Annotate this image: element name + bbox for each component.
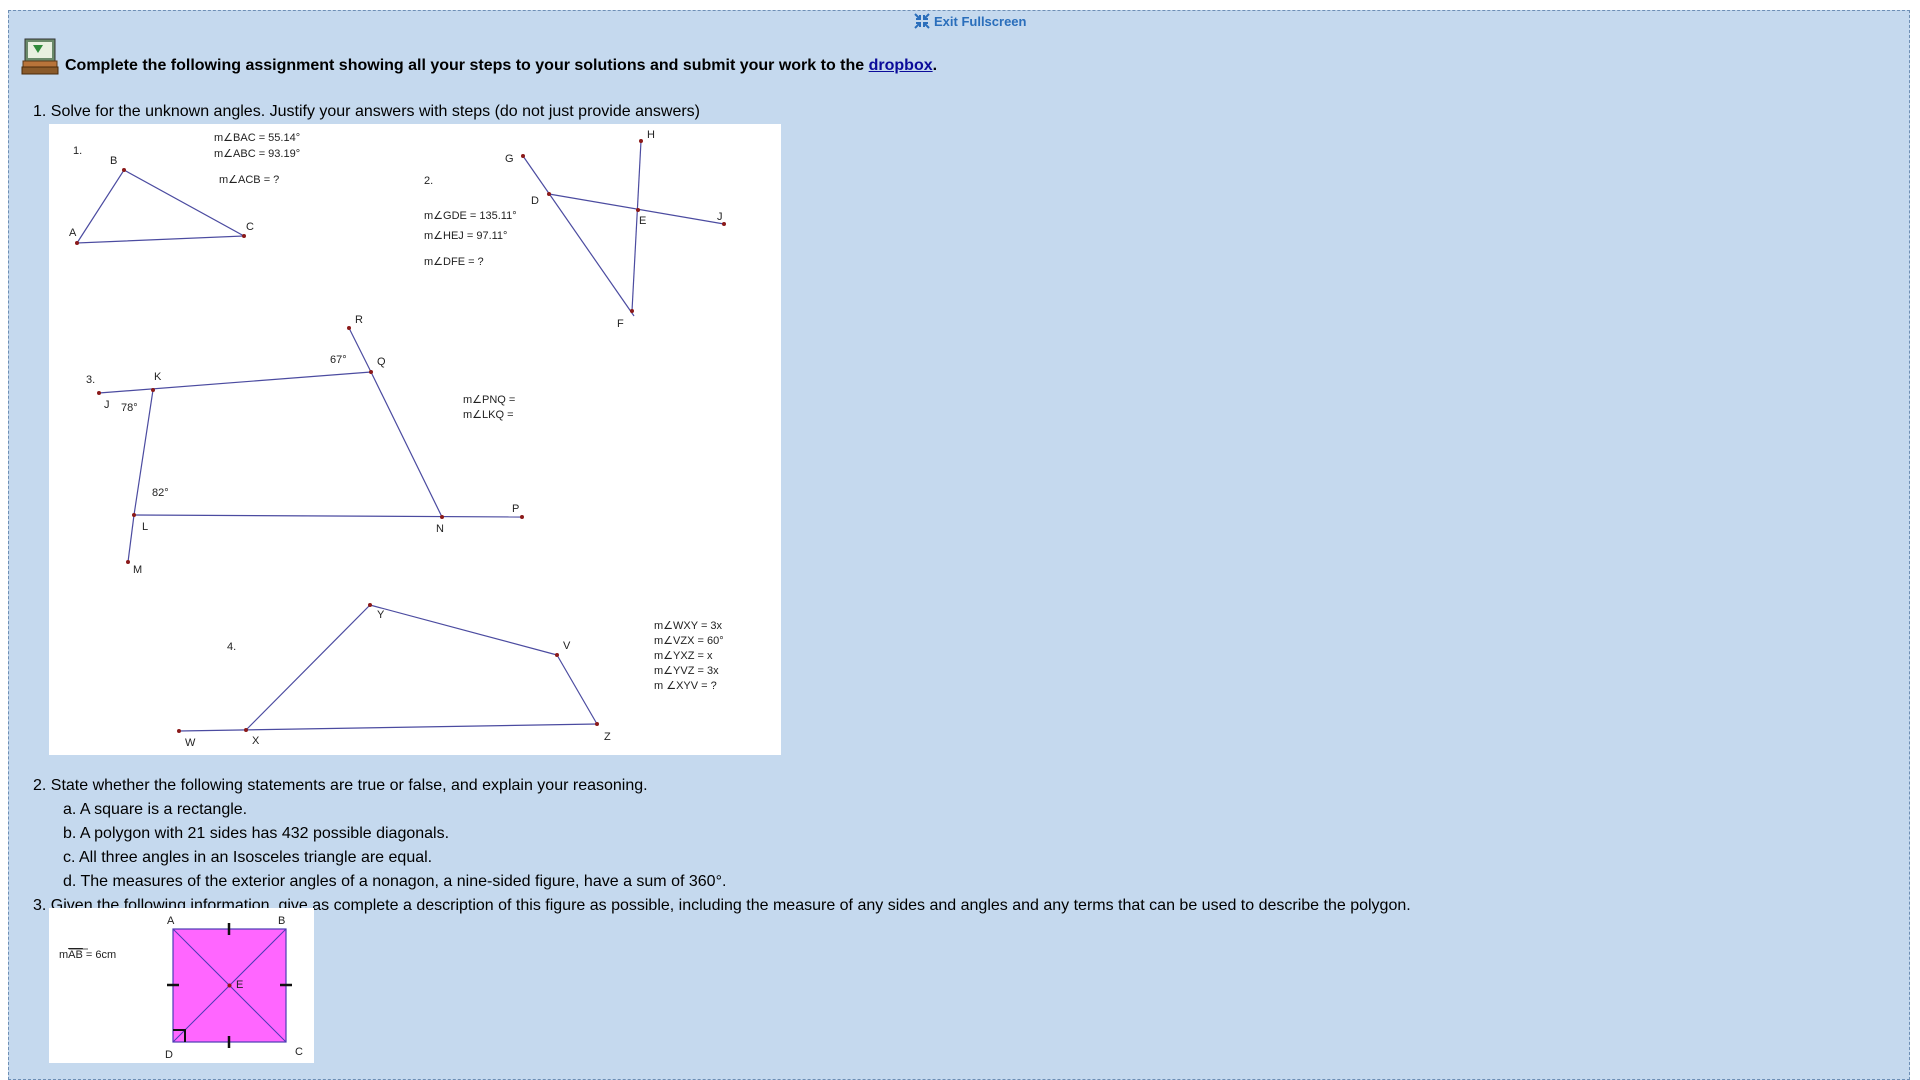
p1-number: 1. — [73, 145, 83, 157]
angle-r-value: 67° — [330, 354, 347, 366]
p2-given-2: m∠HEJ = 97.11° — [424, 230, 508, 242]
point-k — [151, 388, 155, 392]
angle-k-value: 78° — [121, 402, 138, 414]
p4-number: 4. — [227, 641, 237, 653]
point-e — [636, 208, 640, 212]
square-figure — [49, 908, 314, 1063]
measure-segment: AB — [68, 949, 83, 961]
label-c: C — [295, 1046, 303, 1058]
question-2d: d. The measures of the exterior angles of a nonagon, a nine-sided figure, have a sum of 360°. — [63, 873, 727, 890]
label-j: J — [717, 211, 723, 223]
label-n: N — [436, 523, 444, 535]
p2-given-1: m∠GDE = 135.11° — [424, 210, 517, 222]
line-jq — [99, 372, 371, 393]
p4-given-3: m∠YXZ = x — [654, 650, 713, 662]
label-b: B — [110, 155, 118, 167]
point-v — [555, 653, 559, 657]
measure-prefix: m — [59, 949, 69, 961]
fullscreen-frame — [8, 10, 1910, 1080]
point-z — [595, 722, 599, 726]
label-b: B — [278, 915, 286, 927]
point-f — [630, 309, 634, 313]
assignment-heading — [21, 37, 937, 77]
label-w: W — [185, 737, 196, 749]
question-1: 1. Solve for the unknown angles. Justify your answers with steps (do not just provide answers) — [33, 103, 700, 120]
p4-given-5: m ∠XYV = ? — [654, 680, 717, 692]
label-m: M — [133, 564, 143, 576]
question-3: 3. Given the following information, give as complete a description of this figure as possible, including the measure of any sides and angles and any terms that can be used to describe the polygon. — [33, 897, 1411, 914]
line-yv — [370, 605, 557, 655]
point-e — [228, 984, 232, 988]
p3-number: 3. — [86, 374, 96, 386]
question-2a: a. A square is a rectangle. — [63, 801, 248, 818]
point-l — [132, 513, 136, 517]
p4-given-4: m∠YVZ = 3x — [654, 665, 719, 677]
label-a: A — [69, 227, 77, 239]
line-rq — [349, 328, 371, 372]
p1-given-1: m∠BAC = 55.14° — [214, 132, 301, 144]
p4-given-1: m∠WXY = 3x — [654, 620, 723, 632]
p2-unknown: m∠DFE = ? — [424, 256, 484, 268]
p4-given-2: m∠VZX = 60° — [654, 635, 724, 647]
line-qn — [371, 372, 442, 517]
label-p: P — [512, 503, 520, 515]
angle-l-value: 82° — [152, 487, 169, 499]
line-lm — [128, 515, 134, 562]
p3-unknown-2: m∠LKQ = — [463, 409, 514, 421]
exit-fullscreen-button[interactable] — [914, 13, 1026, 29]
point-m — [126, 560, 130, 564]
label-r: R — [355, 314, 363, 326]
label-d: D — [531, 195, 539, 207]
label-v: V — [563, 640, 571, 652]
instructions-text: Complete the following assignment showing all your steps to your solutions and submit your work to the — [65, 57, 865, 74]
point-n — [440, 515, 444, 519]
point-a — [75, 241, 79, 245]
label-y: Y — [377, 609, 385, 621]
p2-number: 2. — [424, 175, 434, 187]
point-d — [547, 192, 551, 196]
measure-value: = 6cm — [82, 949, 117, 961]
line-xy — [246, 605, 370, 730]
instructions-end: . — [932, 57, 938, 74]
point-b — [122, 168, 126, 172]
assignment-icon — [21, 37, 59, 77]
line-vz — [557, 655, 597, 724]
point-g — [521, 154, 525, 158]
measure-text — [59, 949, 116, 961]
p1-given-2: m∠ABC = 93.19° — [214, 148, 301, 160]
point-q — [369, 370, 373, 374]
angles-figure — [49, 124, 781, 755]
point-h — [639, 139, 643, 143]
point-j3 — [97, 391, 101, 395]
label-x: X — [252, 735, 260, 747]
label-j3: J — [104, 399, 110, 411]
line-lp — [134, 515, 522, 517]
line-wz — [179, 724, 597, 731]
label-g: G — [505, 153, 514, 165]
label-h: H — [647, 129, 655, 141]
point-p — [520, 515, 524, 519]
label-q: Q — [377, 356, 386, 368]
point-r — [347, 326, 351, 330]
label-a: A — [167, 915, 175, 927]
exit-fullscreen-icon — [914, 13, 930, 29]
label-z: Z — [604, 731, 611, 743]
label-d: D — [165, 1049, 173, 1061]
question-2b: b. A polygon with 21 sides has 432 possible diagonals. — [63, 825, 450, 842]
exit-fullscreen-label: Exit Fullscreen — [934, 13, 1027, 29]
label-l: L — [142, 521, 149, 533]
point-x — [244, 728, 248, 732]
label-c: C — [246, 221, 254, 233]
label-e: E — [639, 215, 647, 227]
question-2c: c. All three angles in an Isosceles triangle are equal. — [63, 849, 433, 866]
label-f: F — [617, 318, 624, 330]
label-k: K — [154, 371, 162, 383]
line-gf — [523, 156, 634, 316]
point-w — [177, 729, 181, 733]
label-e: E — [236, 979, 244, 991]
point-c — [242, 234, 246, 238]
p3-unknown-1: m∠PNQ = — [463, 394, 516, 406]
question-2: 2. State whether the following statements are true or false, and explain your reasoning. — [33, 777, 648, 794]
point-j — [722, 222, 726, 226]
point-y — [368, 603, 372, 607]
dropbox-link[interactable]: dropbox — [868, 57, 933, 74]
assignment-instructions — [65, 57, 937, 75]
p1-unknown: m∠ACB = ? — [219, 174, 280, 186]
